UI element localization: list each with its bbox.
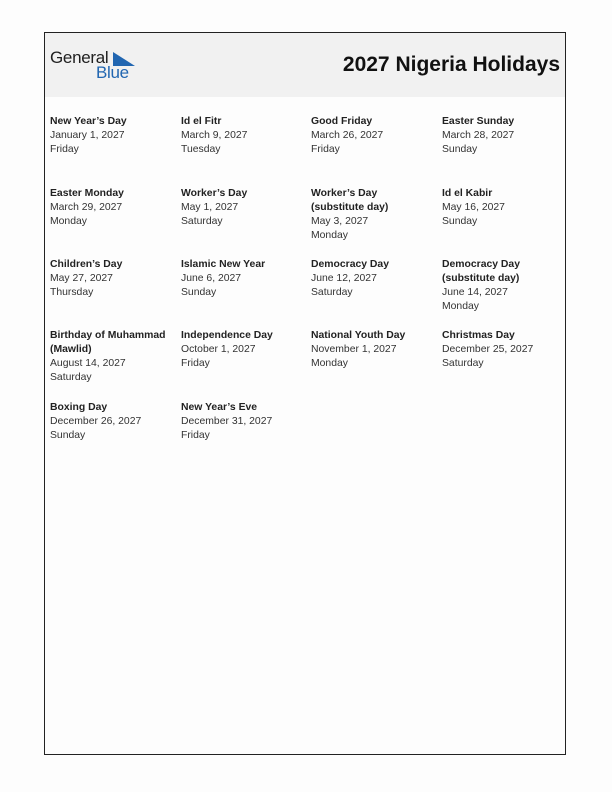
holiday-weekday: Thursday — [50, 287, 94, 298]
holiday-name: Independence Day — [181, 330, 273, 341]
holiday-date: June 12, 2027 — [311, 273, 377, 284]
holiday-item — [311, 115, 433, 157]
holiday-name: Worker’s Day — [181, 188, 248, 199]
holiday-date: March 9, 2027 — [181, 130, 248, 141]
holiday-item — [442, 187, 564, 229]
holiday-weekday: Friday — [181, 358, 210, 369]
holiday-item — [181, 258, 303, 300]
holiday-name: Democracy Day (substitute day) — [442, 259, 520, 284]
holiday-weekday: Friday — [181, 430, 210, 441]
holiday-date: May 3, 2027 — [311, 216, 369, 227]
holiday-name: Islamic New Year — [181, 259, 266, 270]
holiday-name: Good Friday — [311, 116, 373, 127]
holiday-item — [181, 401, 303, 443]
holiday-weekday: Monday — [311, 358, 348, 369]
holiday-date: March 29, 2027 — [50, 202, 123, 213]
holiday-weekday: Sunday — [442, 216, 478, 227]
holiday-name: Christmas Day — [442, 330, 515, 341]
holiday-date: May 1, 2027 — [181, 202, 239, 213]
holiday-name: Easter Monday — [50, 188, 124, 199]
holiday-name: National Youth Day — [311, 330, 406, 341]
holiday-item — [181, 329, 303, 371]
holiday-weekday: Friday — [50, 144, 79, 155]
holiday-weekday: Sunday — [442, 144, 478, 155]
holiday-date: May 16, 2027 — [442, 202, 505, 213]
holiday-date: August 14, 2027 — [50, 358, 126, 369]
holiday-item — [50, 329, 172, 385]
holiday-item — [311, 329, 433, 371]
holiday-item — [311, 187, 433, 243]
holiday-weekday: Sunday — [181, 287, 217, 298]
holiday-weekday: Tuesday — [181, 144, 221, 155]
holiday-name: Easter Sunday — [442, 116, 515, 127]
holiday-item — [50, 258, 172, 300]
page-header — [45, 33, 565, 97]
holiday-weekday: Saturday — [50, 372, 92, 383]
page-title: 2027 Nigeria Holidays — [342, 53, 560, 76]
holiday-name: Boxing Day — [50, 402, 108, 413]
holiday-date: December 26, 2027 — [50, 416, 142, 427]
holiday-weekday: Saturday — [311, 287, 353, 298]
holiday-date: June 6, 2027 — [181, 273, 242, 284]
holiday-date: March 26, 2027 — [311, 130, 384, 141]
holiday-name: Id el Fitr — [181, 116, 222, 127]
holiday-item — [50, 187, 172, 229]
holiday-weekday: Sunday — [50, 430, 86, 441]
holiday-item — [50, 401, 172, 443]
holiday-weekday: Saturday — [181, 216, 223, 227]
holiday-date: November 1, 2027 — [311, 344, 397, 355]
holiday-weekday: Saturday — [442, 358, 484, 369]
holiday-date: December 31, 2027 — [181, 416, 273, 427]
holiday-name: New Year’s Eve — [181, 402, 258, 413]
calendar-page — [44, 32, 566, 755]
holiday-date: June 14, 2027 — [442, 287, 508, 298]
holiday-weekday: Monday — [442, 301, 479, 312]
generalblue-logo[interactable] — [50, 48, 140, 84]
holiday-date: March 28, 2027 — [442, 130, 515, 141]
holiday-weekday: Monday — [311, 230, 348, 241]
holiday-name: Worker’s Day (substitute day) — [311, 188, 389, 213]
holiday-item — [311, 258, 433, 300]
holiday-date: October 1, 2027 — [181, 344, 256, 355]
holiday-item — [442, 329, 564, 371]
holiday-name: New Year’s Day — [50, 116, 127, 127]
holiday-weekday: Friday — [311, 144, 340, 155]
holiday-name: Id el Kabir — [442, 188, 493, 199]
holiday-item — [442, 258, 564, 314]
holiday-item — [442, 115, 564, 157]
holiday-date: December 25, 2027 — [442, 344, 534, 355]
logo-word-blue: Blue — [96, 63, 129, 82]
holiday-item — [181, 187, 303, 229]
holiday-item — [50, 115, 172, 157]
holiday-item — [181, 115, 303, 157]
holiday-name: Children’s Day — [50, 259, 123, 270]
holiday-weekday: Monday — [50, 216, 87, 227]
holiday-name: Birthday of Muhammad (Mawlid) — [50, 330, 166, 355]
holiday-date: January 1, 2027 — [50, 130, 125, 141]
logo-word-general: General — [50, 48, 109, 67]
holiday-date: May 27, 2027 — [50, 273, 113, 284]
holiday-name: Democracy Day — [311, 259, 389, 270]
